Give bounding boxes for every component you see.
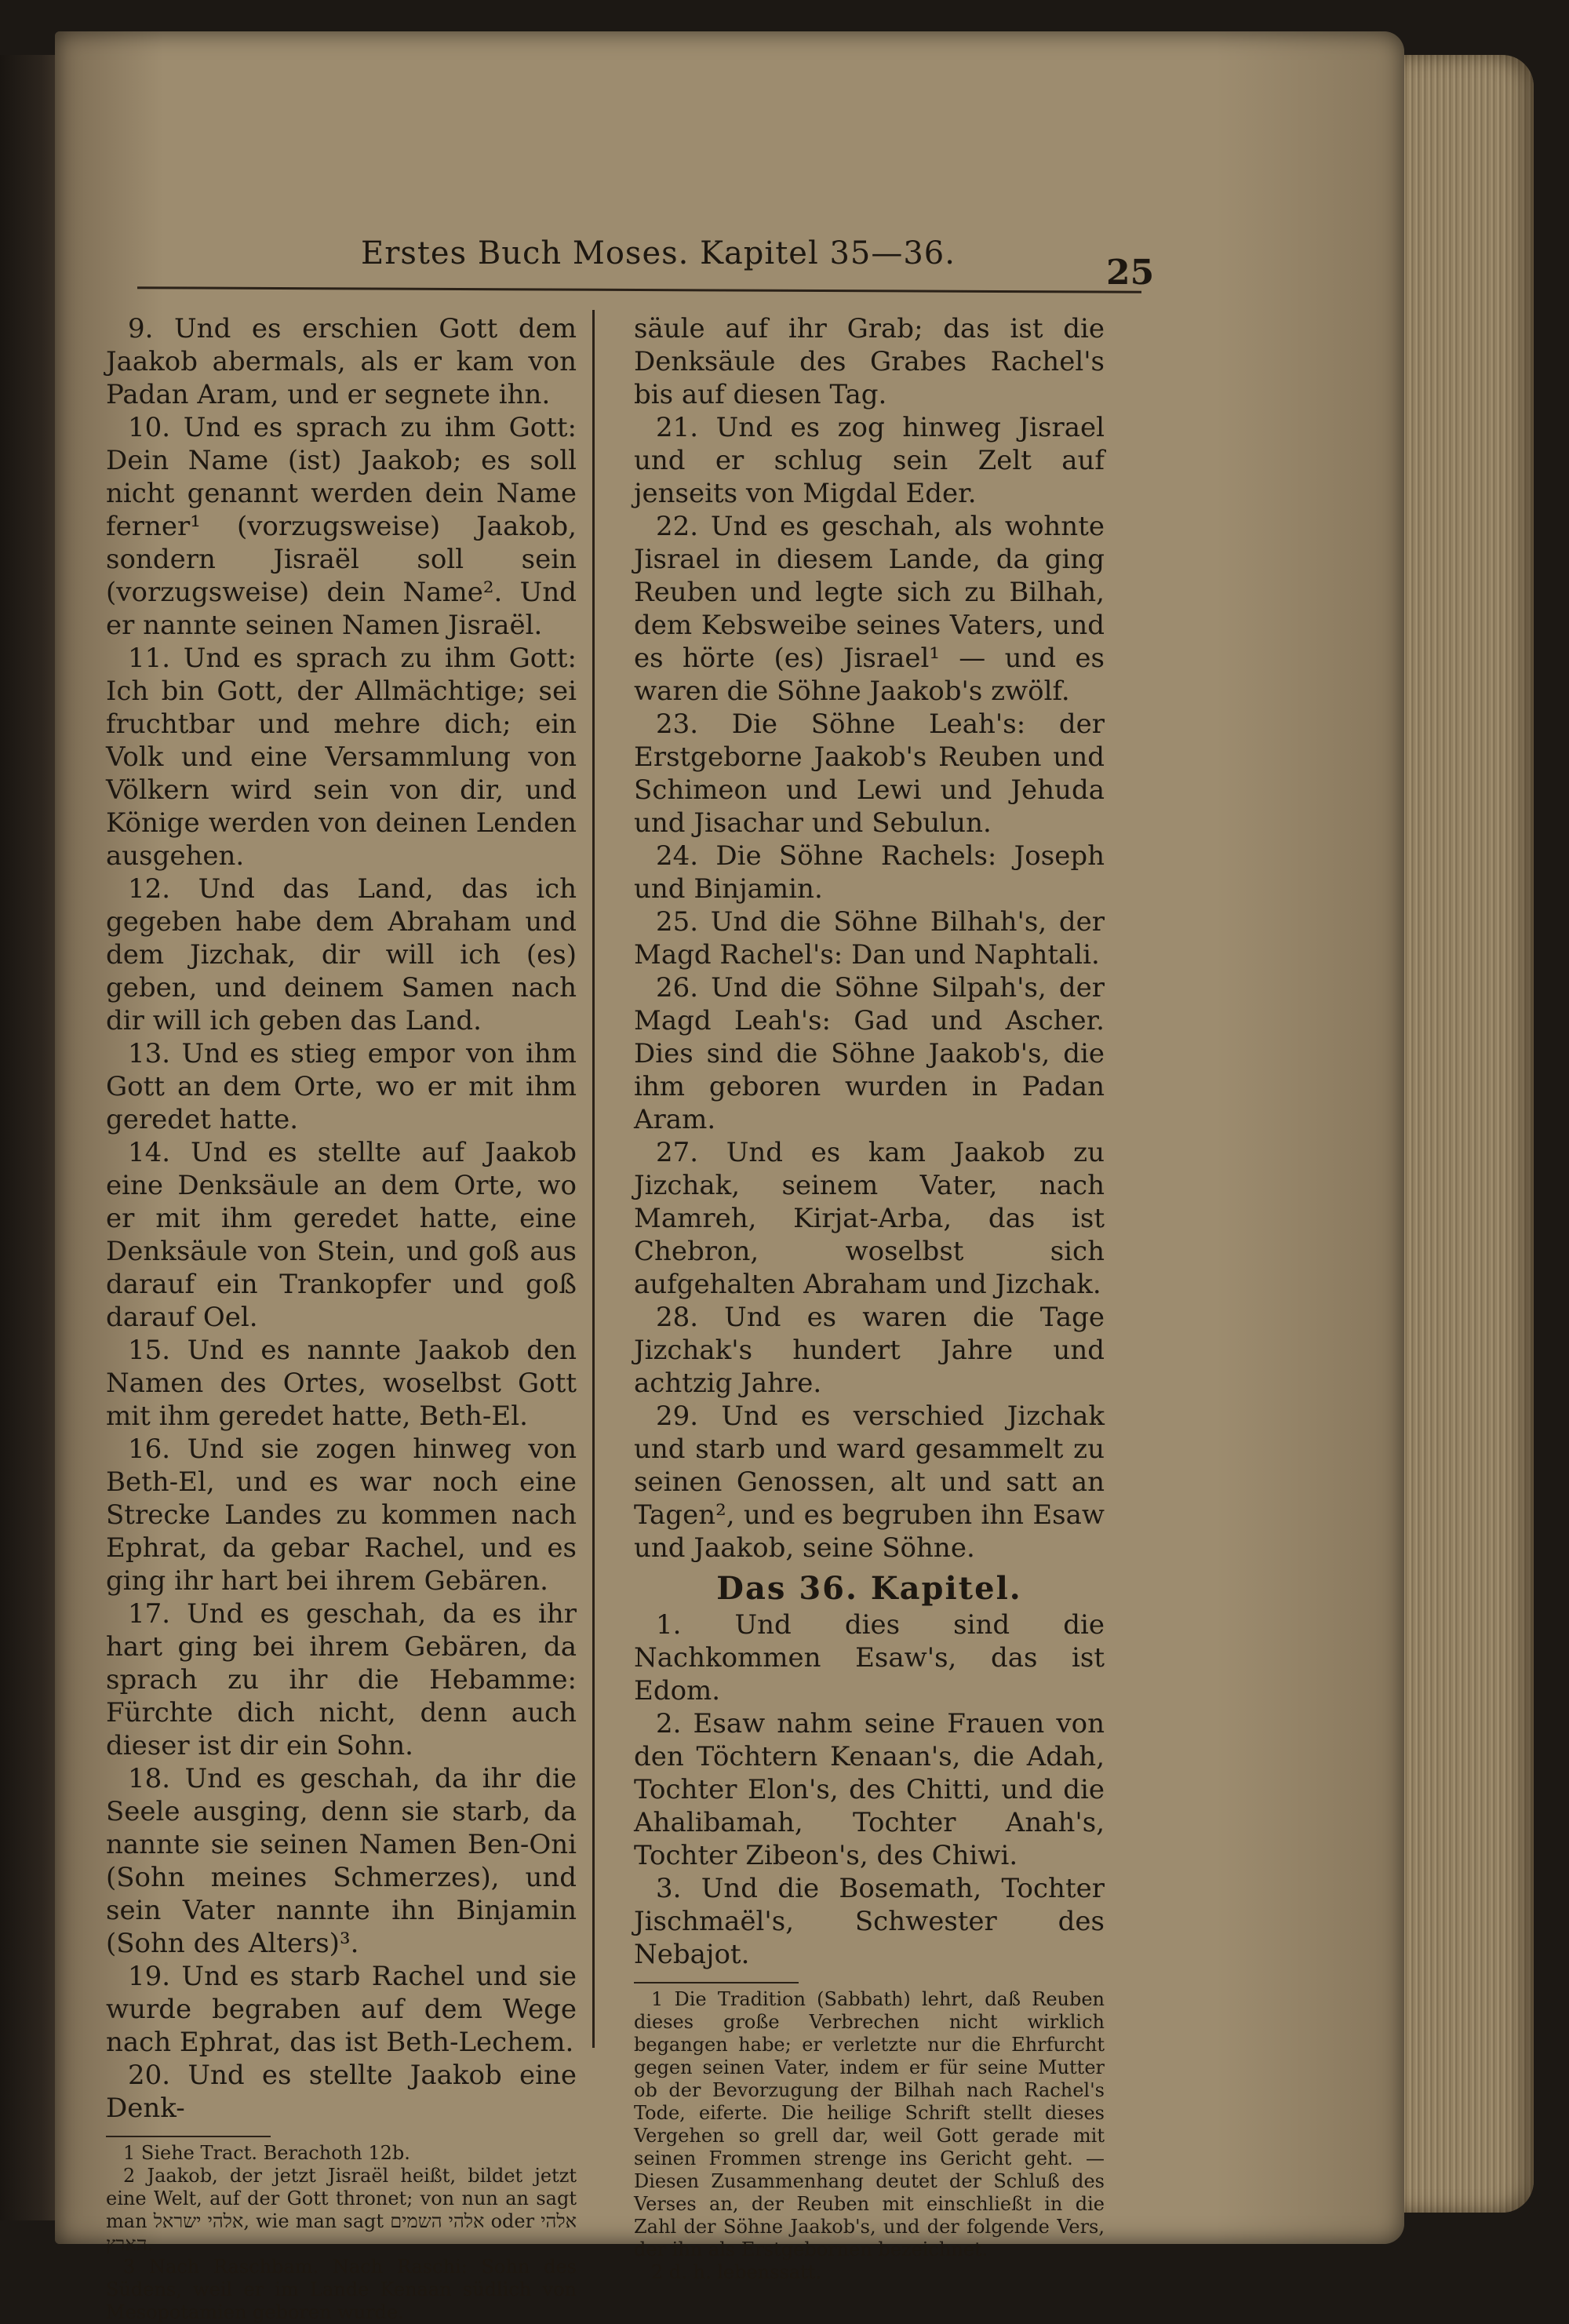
running-title: Erstes Buch Moses. Kapitel 35—36. (361, 235, 956, 271)
verse: 9. Und es erschien Gott dem Jaakob abermals, als er kam von Padan Aram, und er segnete ihn. (106, 313, 577, 410)
verse: 14. Und es stellte auf Jaakob eine Denksäule an dem Orte, wo er mit ihm geredet hatte, eine Denksäule von Stein, und goß aus darauf ein Trankopfer und goß darauf Oel. (106, 1137, 577, 1333)
verse: 12. Und das Land, das ich gegeben habe dem Abraham und dem Jizchak, dir will ich (es) geben, und deinem Samen nach dir will ich geben das Land. (106, 873, 577, 1036)
verse: 24. Die Söhne Rachels: Joseph und Binjamin. (634, 840, 1105, 905)
footnote: 2 Jaakob, der jetzt Jisraël heißt, bildet jetzt eine Welt, auf der Gott thronet; von nun an sagt man אלהי ישראל, wie man sagt אלהי השמים oder אלהי הארץ. (106, 2165, 577, 2255)
footnotes (634, 1988, 1105, 2284)
footnote: 1 Die Tradition (Sabbath) lehrt, daß Reuben dieses große Verbrechen nicht wirklich begangen habe; er verletzte nur die Ehrfurcht gegen seinen Vater, indem er für seine Mutter ob der Bevorzugung der Bilhah nach Rachel's Tode, eiferte. Die heilige Schrift stellt dieses Vergehen so grell dar, weil Gott gerade mit seinen Frommen strenge ins Gericht geht. — Diesen Zusammenhang deutet der Schluß des Verses an, der Reuben mit einschließt in die Zahl der Söhne Jaakob's, und der folgende Vers, der ihn als Erstgebornen bezeichnet. (634, 1988, 1105, 2260)
footnote: 2 d. h. lebenssatt. (651, 2261, 821, 2283)
verse: 22. Und es geschah, als wohnte Jisrael in diesem Lande, da ging Reuben und legte sich zu Bilhah, dem Kebsweibe seines Vaters, und es hörte (es) Jisrael¹ — und es waren die Söhne Jaakob's zwölf. (634, 511, 1105, 707)
running-header (361, 235, 1185, 282)
verse: 1. Und dies sind die Nachkommen Esaw's, das ist Edom. (634, 1609, 1105, 1707)
footnote-rule (106, 2136, 271, 2137)
verse: 11. Und es sprach zu ihm Gott: Ich bin Gott, der Allmächtige; sei fruchtbar und mehre dich; ein Volk und eine Versammlung von Völkern wird sein von dir, und Könige werden von deinen Lenden ausgehen. (106, 643, 577, 872)
verse: 27. Und es kam Jaakob zu Jizchak, seinem Vater, nach Mamreh, Kirjat-Arba, das ist Chebron, woselbst sich aufgehalten Abraham und Jizchak. (634, 1137, 1105, 1300)
verse: 15. Und es nannte Jaakob den Namen des Ortes, woselbst Gott mit ihm geredet hatte, Beth-El. (106, 1335, 577, 1432)
verse: 19. Und es starb Rachel und sie wurde begraben auf dem Wege nach Ephrat, das ist Beth-Lechem. (106, 1961, 577, 2058)
footnote-rule (634, 1982, 799, 1983)
verse: 26. Und die Söhne Silpah's, der Magd Leah's: Gad und Ascher. Dies sind die Söhne Jaakob's, die ihm geboren wurden in Padan Aram. (634, 972, 1105, 1135)
verse: 21. Und es zog hinweg Jisrael und er schlug sein Zelt auf jenseits von Migdal Eder. (634, 412, 1105, 509)
footnote: 1 Siehe Tract. Berachoth 12b. (123, 2142, 410, 2164)
right-column (634, 312, 1105, 2284)
verse: 17. Und es geschah, da es ihr hart ging bei ihrem Gebären, da sprach zu ihr die Hebamme: Fürchte dich nicht, denn auch dieser ist dir ein Sohn. (106, 1598, 577, 1761)
verse: 13. Und es stieg empor von ihm Gott an dem Orte, wo er mit ihm geredet hatte. (106, 1038, 577, 1135)
page-number: 25 (1106, 253, 1155, 293)
left-column (106, 312, 577, 2324)
verse-continuation: säule auf ihr Grab; das ist die Denksäule des Grabes Rachel's bis auf diesen Tag. (634, 313, 1105, 410)
verse: 2. Esaw nahm seine Frauen von den Töchtern Kenaan's, die Adah, Tochter Elon's, des Chitti, und die Ahalibamah, Tochter Anah's, Tochter Zibeon's, des Chiwi. (634, 1708, 1105, 1871)
verse: 3. Und die Bosemath, Tochter Jischmaël's, Schwester des Nebajot. (634, 1873, 1105, 1970)
column-divider (592, 310, 595, 2048)
verse: 29. Und es verschied Jizchak und starb und ward gesammelt zu seinen Genossen, alt und satt an Tagen², und es begruben ihn Esaw und Jaakob, seine Söhne. (634, 1401, 1105, 1564)
verse: 23. Die Söhne Leah's: der Erstgeborne Jaakob's Reuben und Schimeon und Lewi und Jehuda und Jisachar und Sebulun. (634, 708, 1105, 839)
verse: 28. Und es waren die Tage Jizchak's hundert Jahre und achtzig Jahre. (634, 1302, 1105, 1399)
footnotes (106, 2142, 577, 2324)
footnote: 3 Nach Raschbam. Nach Raschi: Sohn des Südens, weil er im Lande Kenaan südlich von Mesopotamien geboren wurde. (106, 2256, 577, 2323)
verse: 18. Und es geschah, da ihr die Seele ausging, denn sie starb, da nannte sie seinen Namen Ben-Oni (Sohn meines Schmerzes), und sein Vater nannte ihn Binjamin (Sohn des Alters)³. (106, 1763, 577, 1959)
verse: 25. Und die Söhne Bilhah's, der Magd Rachel's: Dan und Naphtali. (634, 906, 1105, 971)
verse: 10. Und es sprach zu ihm Gott: Dein Name (ist) Jaakob; es soll nicht genannt werden dein Name ferner¹ (vorzugsweise) Jaakob, sondern Jisraël soll sein (vorzugsweise) dein Name². Und er nannte seinen Namen Jisraël. (106, 412, 577, 641)
chapter-heading: Das 36. Kapitel. (716, 1570, 1022, 1607)
verse: 16. Und sie zogen hinweg von Beth-El, und es war noch eine Strecke Landes zu kommen nach Ephrat, da gebar Rachel, und es ging ihr hart bei ihrem Gebären. (106, 1433, 577, 1597)
verse: 20. Und es stellte Jaakob eine Denk- (106, 2060, 577, 2124)
